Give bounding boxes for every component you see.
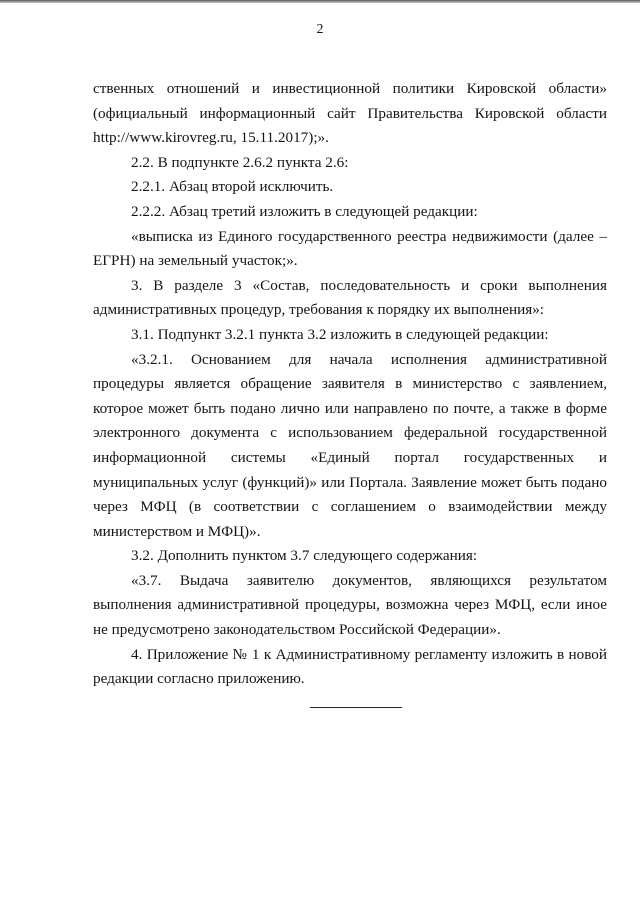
paragraph-2-2: 2.2. В подпункте 2.6.2 пункта 2.6: [131,153,349,171]
paragraph-3: 3. В разделе 3 «Состав, последовательность и сроки выполнения административных процедур, требования к порядку их выполнения»: [93,276,607,319]
paragraph-egrn-quote: «выписка из Единого государственного реестра недвижимости (далее – ЕГРН) на земельный участок;». [93,227,607,270]
document-body [93,77,607,692]
paragraph-3-2: 3.2. Дополнить пунктом 3.7 следующего содержания: [131,547,478,565]
paragraph-3-1: 3.1. Подпункт 3.2.1 пункта 3.2 изложить в следующей редакции: [131,325,549,343]
paragraph-4: 4. Приложение № 1 к Административному регламенту изложить в новой редакции согласно приложению. [93,645,607,688]
paragraph-3-7-quote: «3.7. Выдача заявителю документов, являющихся результатом выполнения административной процедуры, возможна через МФЦ, если иное не предусмотрено законодательством Российской Федерации». [93,571,607,639]
paragraph-2-2-2: 2.2.2. Абзац третий изложить в следующей редакции: [131,202,478,220]
paragraph-continuation: ственных отношений и инвестиционной политики Кировской области» (официальный информационный сайт Правительства Кировской области http://www.kirovreg.ru, 15.11.2017);». [93,80,607,147]
paragraph-3-2-1-quote: «3.2.1. Основанием для начала исполнения административной процедуры является обращение заявителя в министерство с заявлением, которое может быть подано лично или направлено по почте, а также в форме электронного документа с использованием федеральной государственной информационной системы «Единый портал государственных и муниципальных услуг (функций)» или Портала. Заявление может быть подано через МФЦ (в соответствии с соглашением о взаимодействии между министерством и МФЦ)». [93,350,607,540]
page-number: 2 [316,22,324,37]
end-of-text-rule [310,707,402,708]
page-top-edge [0,0,640,3]
paragraph-2-2-1: 2.2.1. Абзац второй исключить. [131,178,334,196]
